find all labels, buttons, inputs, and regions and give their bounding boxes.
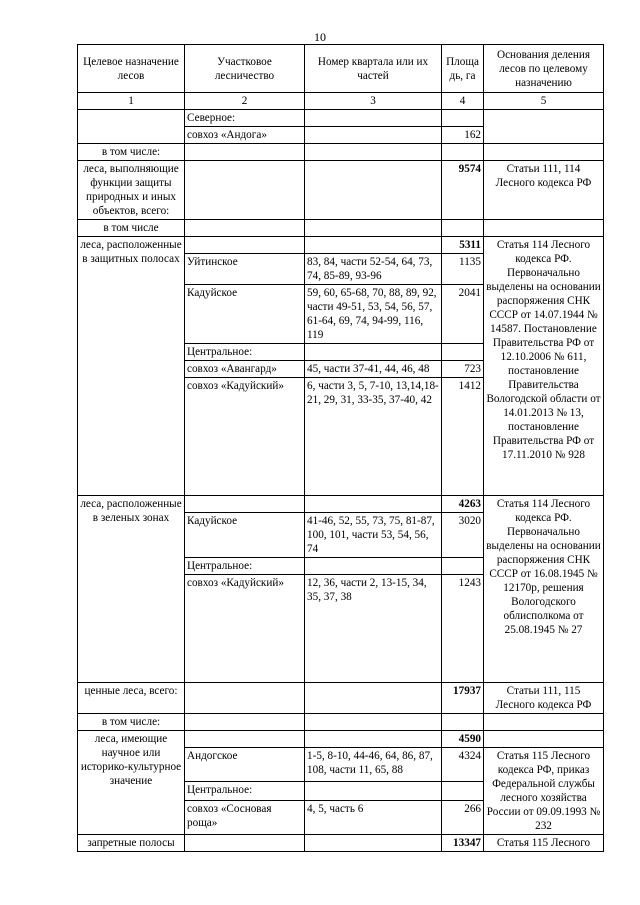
basis-cell: Статьи 111, 114 Лесного кодекса РФ	[484, 161, 604, 220]
forestry-cell: Кадуйское	[185, 513, 305, 558]
forest-purpose-table	[77, 44, 604, 852]
purpose-cell: леса, имеющие научное или историко-культурное значение	[78, 731, 185, 835]
area-cell: 2041	[442, 285, 484, 344]
page-number: 10	[314, 30, 326, 44]
quarters-cell: 4, 5, часть 6	[305, 800, 442, 834]
area-cell	[442, 344, 484, 361]
area-total: 9574	[442, 161, 484, 220]
area-total: 4590	[442, 731, 484, 748]
cell-empty	[78, 110, 185, 144]
area-cell: 1243	[442, 575, 484, 683]
forestry-cell: Центральное:	[185, 344, 305, 361]
purpose-cell: в том числе:	[78, 714, 185, 731]
quarters-cell: 1-5, 8-10, 44-46, 64, 86, 87, 108, части 11, 65, 88	[305, 748, 442, 782]
area-cell	[442, 782, 484, 801]
purpose-cell: леса, расположенные в защитных полосах	[78, 237, 185, 496]
purpose-cell: в том числе:	[78, 144, 185, 161]
col-number: 1	[78, 93, 185, 110]
col-number: 3	[305, 93, 442, 110]
quarters-cell	[305, 558, 442, 575]
quarters-cell	[305, 110, 442, 127]
col-number: 5	[484, 93, 604, 110]
forestry-cell: совхоз «Андога»	[185, 127, 305, 144]
purpose-cell: леса, выполняющие функции защиты природных и иных объектов, всего:	[78, 161, 185, 220]
quarters-cell: 41-46, 52, 55, 73, 75, 81-87, 100, 101, части 53, 54, 56, 74	[305, 513, 442, 558]
col-number: 4	[442, 93, 484, 110]
quarters-cell: 45, части 37-41, 44, 46, 48	[305, 361, 442, 378]
forestry-cell: совхоз «Сосновая роща»	[185, 800, 305, 834]
area-cell: 1135	[442, 254, 484, 285]
col-number: 2	[185, 93, 305, 110]
basis-cell: Статья 114 Лесного кодекса РФ. Первоначально выделены на основании распоряжения СНК СССР от 14.07.1944 № 14587. Постановление Правительства РФ от 12.10.2006 № 611, постановление Правительства Вологодской области от 14.01.2013 № 13, постановление Правительства РФ от 17.11.2010 № 928	[484, 237, 604, 496]
header-quarters: Номер квартала или их частей	[305, 45, 442, 93]
area-cell: 723	[442, 361, 484, 378]
header-area: Площа дь, га	[442, 45, 484, 93]
header-forestry: Участковое лесничество	[185, 45, 305, 93]
area-total: 17937	[442, 683, 484, 714]
purpose-cell: леса, расположенные в зеленых зонах	[78, 496, 185, 683]
quarters-cell: 83, 84, части 52-54, 64, 73, 74, 85-89, 93-96	[305, 254, 442, 285]
basis-cell: Статья 114 Лесного кодекса РФ. Первоначально выделены на основании распоряжения СНК СССР от 16.08.1945 № 12170р, решения Вологодского облисполкома от 25.08.1945 № 27	[484, 496, 604, 683]
forestry-cell: Уйтинское	[185, 254, 305, 285]
basis-cell	[484, 110, 604, 144]
forestry-cell: Кадуйское	[185, 285, 305, 344]
basis-cell: Статьи 111, 115 Лесного кодекса РФ	[484, 683, 604, 714]
quarters-cell	[305, 344, 442, 361]
area-cell: 1412	[442, 378, 484, 496]
area-cell	[442, 110, 484, 127]
header-basis: Основания деления лесов по целевому назначению	[484, 45, 604, 93]
basis-cell: Статья 115 Лесного кодекса РФ, приказ Федеральной службы лесного хозяйства России от 09.09.1993 № 232	[484, 748, 604, 835]
purpose-cell: запретные полосы	[78, 835, 185, 852]
area-total: 5311	[442, 237, 484, 254]
forestry-cell: Центральное:	[185, 782, 305, 801]
quarters-cell	[305, 127, 442, 144]
area-total: 13347	[442, 835, 484, 852]
area-total: 4263	[442, 496, 484, 513]
forestry-cell: Андогское	[185, 748, 305, 782]
area-cell: 4324	[442, 748, 484, 782]
purpose-cell: в том числе	[78, 220, 185, 237]
purpose-cell: ценные леса, всего:	[78, 683, 185, 714]
area-cell: 3020	[442, 513, 484, 558]
basis-cell: Статья 115 Лесного	[484, 835, 604, 852]
forestry-cell: Северное:	[185, 110, 305, 127]
quarters-cell: 59, 60, 65-68, 70, 88, 89, 92, части 49-51, 53, 54, 56, 57, 61-64, 69, 74, 94-99, 116, 119	[305, 285, 442, 344]
forestry-cell: Центральное:	[185, 558, 305, 575]
forestry-cell: совхоз «Кадуйский»	[185, 575, 305, 683]
quarters-cell: 6, части 3, 5, 7-10, 13,14,18-21, 29, 31, 33-35, 37-40, 42	[305, 378, 442, 496]
area-cell: 162	[442, 127, 484, 144]
header-purpose: Целевое назначение лесов	[78, 45, 185, 93]
basis-cell	[484, 731, 604, 748]
area-cell	[442, 558, 484, 575]
forestry-cell: совхоз «Кадуйский»	[185, 378, 305, 496]
forestry-cell: совхоз «Авангард»	[185, 361, 305, 378]
quarters-cell	[305, 782, 442, 801]
quarters-cell: 12, 36, части 2, 13-15, 34, 35, 37, 38	[305, 575, 442, 683]
area-cell: 266	[442, 800, 484, 834]
